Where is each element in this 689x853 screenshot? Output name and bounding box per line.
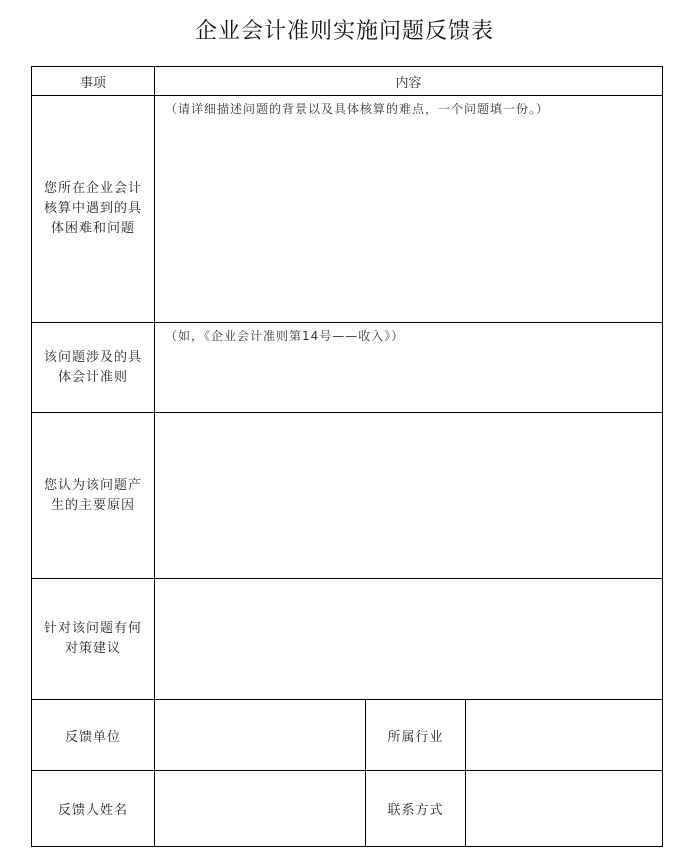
difficulty-hint: （请详细描述问题的背景以及具体核算的难点，一个问题填一份。） — [165, 102, 550, 116]
page-title: 企业会计准则实施问题反馈表 — [194, 19, 494, 44]
name-label: 反馈人姓名 — [32, 771, 155, 847]
standard-label: 该问题涉及的具体会计准则 — [43, 349, 142, 385]
table-row — [32, 413, 663, 579]
row-label-cell — [32, 323, 155, 413]
table-header-row — [32, 67, 663, 96]
table-row — [32, 700, 663, 771]
feedback-form-table — [31, 66, 663, 847]
cause-label: 您认为该问题产生的主要原因 — [43, 477, 142, 513]
table-row — [32, 579, 663, 700]
header-content-cell: 内容 — [155, 67, 663, 96]
difficulty-content-field[interactable] — [155, 96, 663, 323]
suggestion-content-field[interactable] — [155, 579, 663, 700]
name-field[interactable] — [155, 771, 366, 847]
header-item-cell: 事项 — [32, 67, 155, 96]
table-row — [32, 323, 663, 413]
suggestion-label: 针对该问题有何对策建议 — [43, 621, 142, 656]
difficulty-label: 您所在企业会计核算中遇到的具体困难和问题 — [43, 181, 142, 236]
table-row — [32, 96, 663, 323]
industry-label: 所属行业 — [366, 700, 466, 771]
standard-hint: （如，《企业会计准则第14号——收入》） — [165, 329, 405, 343]
contact-label: 联系方式 — [366, 771, 466, 847]
row-label-cell — [32, 413, 155, 579]
unit-label: 反馈单位 — [32, 700, 155, 771]
row-label-cell — [32, 579, 155, 700]
industry-field[interactable] — [466, 700, 663, 771]
row-label-cell — [32, 96, 155, 323]
contact-field[interactable] — [466, 771, 663, 847]
standard-content-field[interactable] — [155, 323, 663, 413]
cause-content-field[interactable] — [155, 413, 663, 579]
unit-field[interactable] — [155, 700, 366, 771]
table-row — [32, 771, 663, 847]
